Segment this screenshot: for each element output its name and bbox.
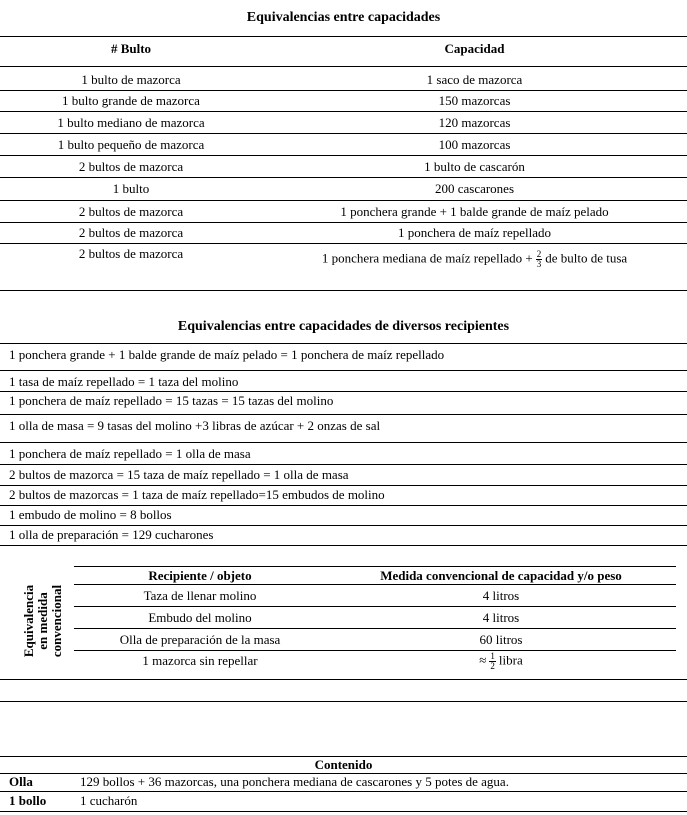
table2-rule	[0, 505, 687, 506]
table3-cell-recipiente: Embudo del molino	[148, 610, 252, 625]
table2-bottom-rule	[0, 545, 687, 546]
table3-cell-medida: 4 litros	[482, 588, 520, 603]
table1-cell-capacidad: 100 mazorcas	[438, 137, 511, 152]
side-label-line: en medida	[35, 592, 50, 650]
table2-rule	[0, 391, 687, 392]
table1-cell-capacidad: 120 mazorcas	[438, 115, 511, 130]
table3-cell-medida	[326, 652, 676, 671]
table2-rule	[0, 370, 687, 371]
table2-line: 1 tasa de maíz repellado = 1 taza del molino	[9, 374, 239, 389]
table3-header-rule	[74, 584, 676, 585]
table1-row-rule	[0, 177, 687, 178]
side-label-line: convencional	[49, 584, 64, 658]
table1-cell-bulto: 1 bulto pequeño de mazorca	[57, 137, 205, 152]
table2-title: Equivalencias entre capacidades de diversos recipientes	[177, 319, 510, 334]
table2-line: 1 ponchera de maíz repellado = 1 olla de masa	[9, 446, 251, 461]
table2-rule	[0, 485, 687, 486]
table4-row-label: Olla	[9, 774, 33, 789]
table3-cell-recipiente: Taza de llenar molino	[143, 588, 257, 603]
table3-row-rule	[74, 650, 676, 651]
table1-cell-bulto: 2 bultos de mazorca	[78, 204, 184, 219]
table3-cell-medida: 60 litros	[479, 632, 523, 647]
table4-row-value: 1 cucharón	[80, 793, 138, 808]
table1-header-rule	[0, 66, 687, 67]
table1-cell-bulto: 1 bulto mediano de mazorca	[57, 115, 205, 130]
table3-cell-recipiente: 1 mazorca sin repellar	[142, 653, 258, 668]
fraction-two-thirds: $\frac{2}{3}$	[536, 249, 542, 269]
table1-row-rule	[0, 222, 687, 223]
table1-row-rule	[0, 133, 687, 134]
table1-row-rule	[0, 90, 687, 91]
table3-header-medida: Medida convencional de capacidad y/o peso	[380, 568, 622, 583]
table3-extra-rule	[0, 701, 687, 702]
table1-title: Equivalencias entre capacidades	[246, 10, 441, 25]
table1-cell-bulto: 2 bultos de mazorca	[78, 246, 184, 261]
table1-cell-capacidad: 200 cascarones	[434, 181, 515, 196]
table4-row-rule	[0, 791, 687, 792]
table3-cell-medida: 4 litros	[482, 610, 520, 625]
table3-top-rule	[74, 566, 676, 567]
table3-row-rule	[74, 628, 676, 629]
table1-bottom-rule	[0, 290, 687, 291]
table1-row-rule	[0, 111, 687, 112]
table1-cell-capacidad: 1 ponchera grande + 1 balde grande de maíz pelado	[340, 204, 609, 219]
table3-header-recipiente: Recipiente / objeto	[148, 568, 252, 583]
table2-line: 1 ponchera de maíz repellado = 15 tazas = 15 tazas del molino	[9, 393, 334, 408]
table3-cell-recipiente: Olla de preparación de la masa	[119, 632, 281, 647]
table2-line: 2 bultos de mazorca = 15 taza de maíz repellado = 1 olla de masa	[9, 467, 349, 482]
table4-title: Contenido	[314, 757, 373, 772]
table1-cell-capacidad: 1 saco de mazorca	[426, 72, 523, 87]
table1-cell-bulto: 1 bulto de mazorca	[81, 72, 181, 87]
table4-row-label: 1 bollo	[9, 793, 47, 808]
table3-bottom-rule	[0, 679, 687, 680]
table3-row-rule	[74, 606, 676, 607]
table1-cell-bulto: 2 bultos de mazorca	[78, 225, 184, 240]
table1-cell-bulto: 1 bulto grande de mazorca	[62, 93, 200, 108]
table2-line: 2 bultos de mazorcas = 1 taza de maíz repellado=15 embudos de molino	[9, 487, 385, 502]
table2-top-rule	[0, 343, 687, 344]
approx-symbol: ≈	[479, 652, 487, 668]
fraction-one-half: $\frac{1}{2}$	[490, 651, 495, 671]
table1-cell-capacidad: 1 ponchera de maíz repellado	[397, 225, 552, 240]
table3-last-suffix: libra	[498, 652, 523, 668]
table2-rule	[0, 464, 687, 465]
table1-header-bulto: # Bulto	[110, 41, 152, 56]
table2-rule	[0, 414, 687, 415]
table1-last-suffix: de bulto de tusa	[545, 250, 628, 266]
table1-cell-capacidad	[262, 250, 687, 269]
table4-row-value: 129 bollos + 36 mazorcas, una ponchera mediana de cascarones y 5 potes de agua.	[80, 774, 509, 789]
table1-cell-bulto: 1 bulto	[112, 181, 150, 196]
table4-bottom-rule	[0, 811, 687, 812]
table1-cell-bulto: 2 bultos de mazorca	[78, 159, 184, 174]
table2-line: 1 olla de preparación = 129 cucharones	[9, 527, 214, 542]
table2-line: 1 olla de masa = 9 tasas del molino +3 libras de azúcar + 2 onzas de sal	[9, 418, 381, 433]
table1-last-prefix: 1 ponchera mediana de maíz repellado +	[321, 250, 533, 266]
side-label-line: Equivalencia	[21, 584, 36, 658]
table3-side-label	[12, 572, 74, 670]
table2-line: 1 ponchera grande + 1 balde grande de maíz pelado = 1 ponchera de maíz repellado	[9, 347, 445, 362]
table1-row-rule	[0, 243, 687, 244]
table2-rule	[0, 442, 687, 443]
table1-top-rule	[0, 36, 687, 37]
table1-row-rule	[0, 200, 687, 201]
table1-row-rule	[0, 155, 687, 156]
table2-rule	[0, 525, 687, 526]
table2-line: 1 embudo de molino = 8 bollos	[9, 507, 172, 522]
table1-header-capacidad: Capacidad	[444, 41, 505, 56]
table1-cell-capacidad: 150 mazorcas	[438, 93, 511, 108]
table1-cell-capacidad: 1 bulto de cascarón	[424, 159, 525, 174]
